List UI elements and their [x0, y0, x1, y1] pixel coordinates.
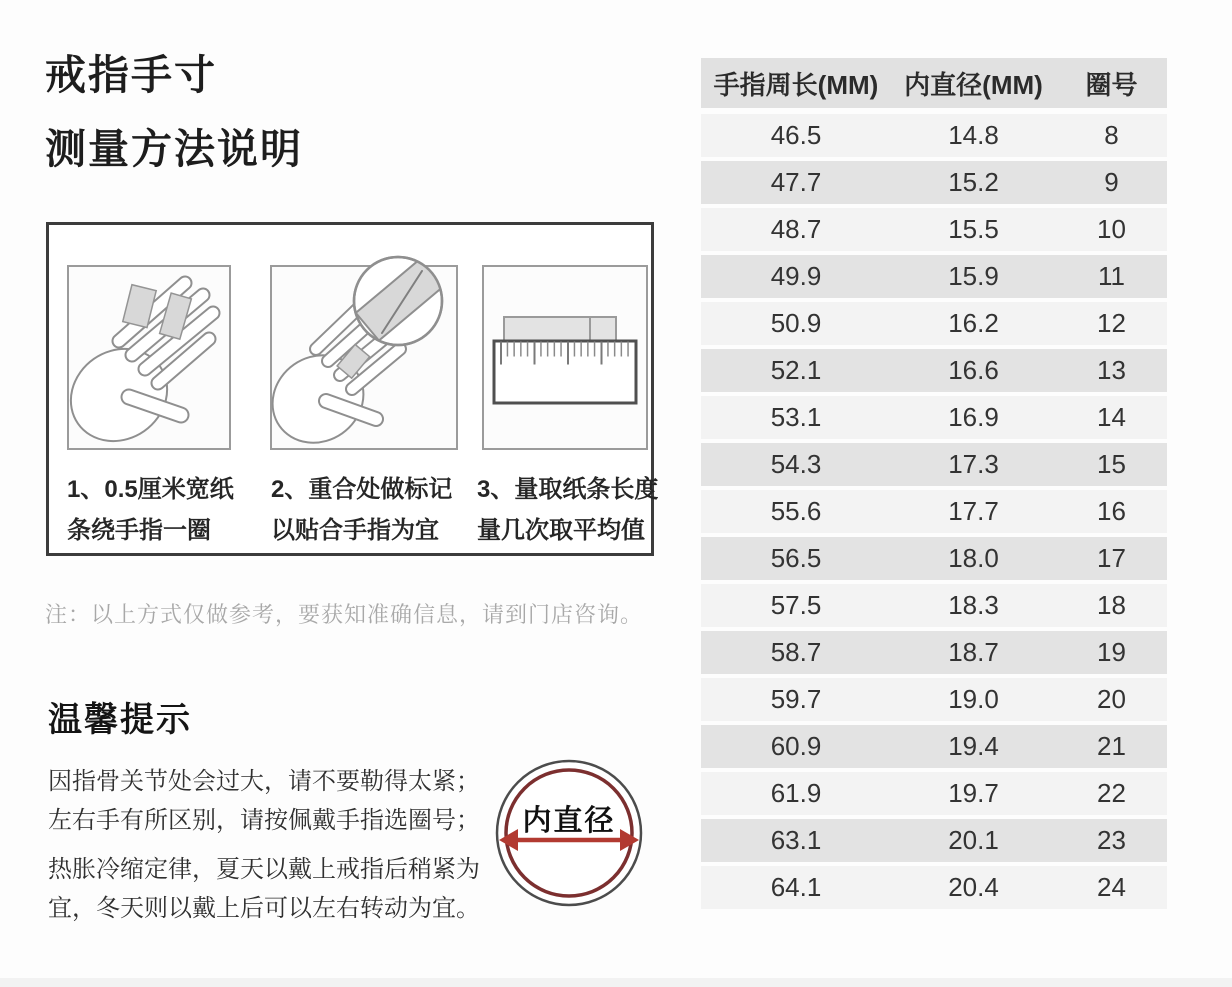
tips-para2-line2: 宜，冬天则以戴上后可以左右转动为宜。	[48, 895, 480, 922]
step3-caption-line2: 量几次取平均值	[477, 517, 645, 544]
step2-caption-line2: 以贴合手指为宜	[271, 517, 439, 544]
cell-inner-diameter: 20.1	[948, 825, 999, 855]
cell-inner-diameter: 20.4	[948, 872, 999, 902]
step1-caption	[67, 469, 234, 551]
cell-circumference: 55.6	[770, 496, 822, 526]
step2-caption-line1: 2、重合处做标记	[271, 476, 453, 503]
step2-figure	[270, 265, 458, 450]
cell-circumference: 53.1	[770, 402, 822, 432]
table-row	[701, 678, 1167, 721]
cell-inner-diameter: 17.7	[948, 496, 999, 526]
cell-circumference: 56.5	[770, 543, 822, 573]
table-row	[701, 114, 1167, 157]
cell-inner-diameter: 15.9	[948, 261, 999, 291]
cell-ring-size: 17	[1097, 543, 1126, 573]
cell-ring-size: 15	[1097, 449, 1126, 479]
table-row	[701, 725, 1167, 768]
page-title-line1: 戒指手寸	[45, 52, 217, 98]
table-row	[701, 490, 1167, 533]
table-row	[701, 396, 1167, 439]
tips-para1-line1: 因指骨关节处会过大，请不要勒得太紧；	[48, 768, 480, 795]
cell-circumference: 50.9	[770, 308, 822, 338]
cell-ring-size: 11	[1098, 261, 1125, 291]
cell-ring-size: 22	[1097, 778, 1126, 808]
cell-ring-size: 24	[1097, 872, 1126, 902]
cell-ring-size: 13	[1097, 355, 1126, 385]
cell-circumference: 59.7	[770, 684, 822, 714]
cell-inner-diameter: 19.0	[948, 684, 999, 714]
ruler-with-strip-illustration	[484, 267, 646, 448]
tips-paragraph-1	[48, 762, 480, 840]
header-circumference: 手指周长(MM)	[713, 69, 879, 100]
header-inner-diameter: 内直径(MM)	[904, 69, 1043, 100]
size-table-rows	[701, 114, 1167, 909]
table-row	[701, 302, 1167, 345]
inner-diameter-diagram	[492, 754, 646, 912]
cell-circumference: 48.7	[770, 214, 822, 244]
cell-ring-size: 8	[1104, 120, 1119, 150]
cell-ring-size: 20	[1097, 684, 1126, 714]
size-table	[701, 58, 1167, 913]
table-row	[701, 208, 1167, 251]
page-title-line2: 测量方法说明	[45, 126, 303, 172]
cell-inner-diameter: 17.3	[948, 449, 999, 479]
table-row	[701, 537, 1167, 580]
step2-caption	[271, 469, 452, 551]
cell-circumference: 47.7	[770, 167, 822, 197]
cell-circumference: 60.9	[770, 731, 822, 761]
cell-ring-size: 14	[1097, 402, 1126, 432]
cell-inner-diameter: 14.8	[948, 120, 999, 150]
cell-circumference: 46.5	[770, 120, 822, 150]
step3-figure	[482, 265, 648, 450]
table-row	[701, 349, 1167, 392]
step3-caption-line1: 3、量取纸条长度	[477, 476, 659, 503]
cell-circumference: 57.5	[770, 590, 822, 620]
size-table-header	[701, 58, 1167, 108]
cell-inner-diameter: 19.4	[948, 731, 999, 761]
cell-inner-diameter: 16.9	[948, 402, 999, 432]
cell-circumference: 61.9	[770, 778, 822, 808]
bottom-edge-strip	[0, 978, 1232, 987]
cell-ring-size: 21	[1097, 731, 1126, 761]
cell-inner-diameter: 18.7	[948, 637, 999, 667]
step1-caption-line2: 条绕手指一圈	[67, 517, 211, 544]
tips-para2-line1: 热胀冷缩定律，夏天以戴上戒指后稍紧为	[48, 856, 480, 883]
cell-ring-size: 10	[1097, 214, 1126, 244]
table-row	[701, 772, 1167, 815]
cell-circumference: 64.1	[770, 872, 822, 902]
cell-ring-size: 23	[1097, 825, 1126, 855]
cell-circumference: 52.1	[770, 355, 822, 385]
measurement-steps-panel	[46, 222, 659, 556]
cell-ring-size: 19	[1097, 637, 1126, 667]
header-ring-size: 圈号	[1085, 69, 1138, 100]
table-row	[701, 161, 1167, 204]
cell-circumference: 63.1	[770, 825, 822, 855]
cell-inner-diameter: 18.0	[948, 543, 999, 573]
cell-inner-diameter: 19.7	[948, 778, 999, 808]
cell-inner-diameter: 15.5	[948, 214, 999, 244]
step1-figure	[67, 265, 231, 450]
table-row	[701, 255, 1167, 298]
table-row	[701, 584, 1167, 627]
tips-title: 温馨提示	[48, 701, 192, 739]
table-row	[701, 631, 1167, 674]
table-row	[701, 866, 1167, 909]
cell-inner-diameter: 16.2	[948, 308, 999, 338]
page-title	[45, 38, 303, 186]
disclaimer-note: 注：以上方式仅做参考，要获知准确信息，请到门店咨询。	[45, 602, 644, 627]
tips-paragraph-2	[48, 850, 480, 928]
hand-with-magnifier-illustration	[270, 243, 458, 450]
hand-with-strips-illustration	[69, 267, 229, 448]
cell-ring-size: 9	[1104, 167, 1119, 197]
step3-caption	[477, 469, 658, 551]
step1-caption-line1: 1、0.5厘米宽纸	[67, 476, 234, 503]
table-row	[701, 443, 1167, 486]
cell-circumference: 49.9	[770, 261, 822, 291]
inner-diameter-label: 内直径	[522, 805, 616, 837]
table-row	[701, 819, 1167, 862]
cell-inner-diameter: 18.3	[948, 590, 999, 620]
tips-para1-line2: 左右手有所区别，请按佩戴手指选圈号；	[48, 807, 480, 834]
cell-inner-diameter: 16.6	[948, 355, 999, 385]
cell-circumference: 54.3	[770, 449, 822, 479]
cell-ring-size: 18	[1097, 590, 1126, 620]
cell-ring-size: 16	[1097, 496, 1126, 526]
cell-ring-size: 12	[1097, 308, 1126, 338]
cell-circumference: 58.7	[770, 637, 822, 667]
cell-inner-diameter: 15.2	[948, 167, 999, 197]
